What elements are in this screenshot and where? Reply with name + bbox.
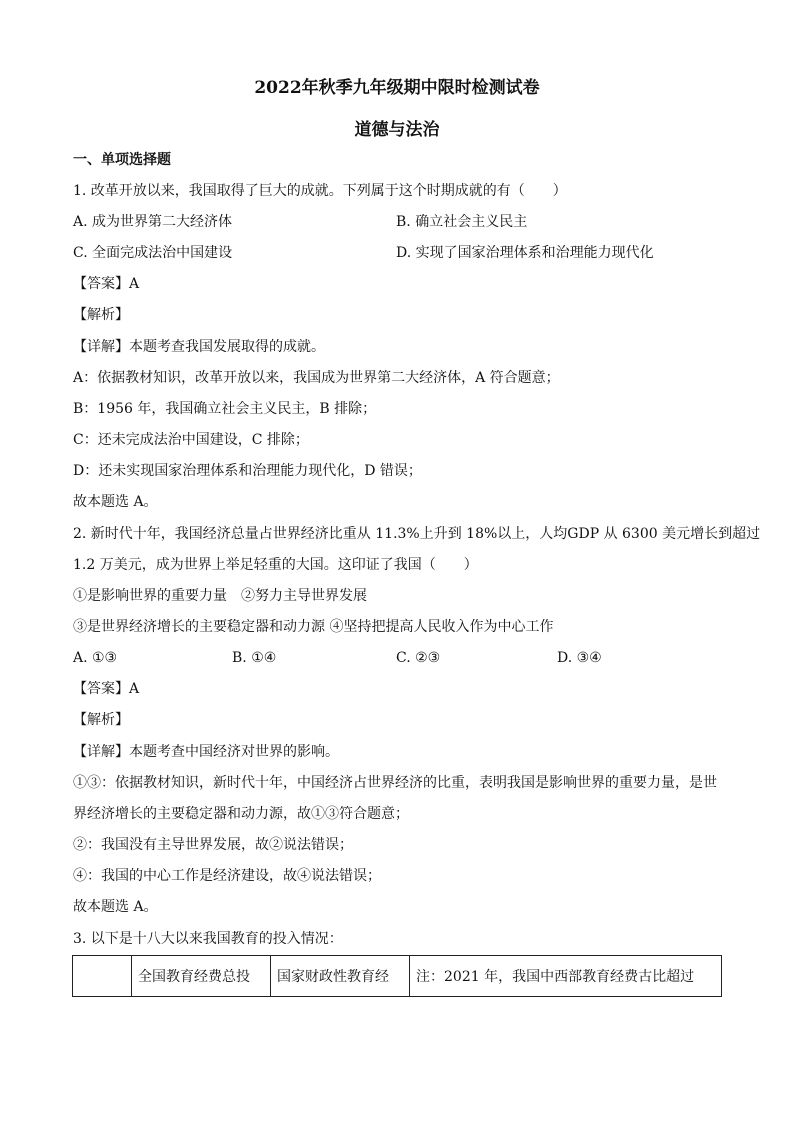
- exam-title: 2022年秋季九年级期中限时检测试卷: [254, 78, 540, 98]
- q1-analysis-line: B：1956 年，我国确立社会主义民主，B 排除；: [73, 401, 377, 417]
- table-cell: 全国教育经费总投: [132, 956, 271, 997]
- table-cell: 注：2021 年，我国中西部教育经费古比超过: [410, 956, 722, 997]
- q2-stem-line2: 1.2 万美元，成为世界上举足轻重的大国。这印证了我国（ ）: [73, 557, 478, 573]
- q1-option-d: D. 实现了国家治理体系和治理能力现代化: [396, 245, 654, 261]
- table-cell: 国家财政性教育经: [271, 956, 410, 997]
- q2-analysis-line: ④：我国的中心工作是经济建设，故④说法错误；: [73, 868, 381, 884]
- q1-conclusion: 故本题选 A。: [73, 494, 158, 510]
- section-heading: 一、单项选择题: [73, 152, 171, 168]
- q1-option-b: B. 确立社会主义民主: [396, 214, 528, 230]
- q2-option-a: A. ①③: [73, 650, 118, 666]
- q2-option-b: B. ①④: [232, 650, 277, 666]
- q2-option-c: C. ②③: [396, 650, 441, 666]
- table-cell: [73, 956, 132, 997]
- q2-detail: 【详解】本题考查中国经济对世界的影响。: [73, 744, 339, 760]
- q2-conclusion: 故本题选 A。: [73, 899, 158, 915]
- q1-option-a: A. 成为世界第二大经济体: [73, 214, 233, 230]
- q3-stem: 3. 以下是十八大以来我国教育的投入情况：: [73, 931, 343, 947]
- education-investment-table: [72, 955, 722, 997]
- q2-analysis-line: ②：我国没有主导世界发展，故②说法错误；: [73, 837, 353, 853]
- q2-analysis-label: 【解析】: [73, 712, 129, 728]
- q2-statement-line2: ③是世界经济增长的主要稳定器和动力源 ④坚持把提高人民收入作为中心工作: [73, 619, 554, 635]
- q1-analysis-label: 【解析】: [73, 307, 129, 323]
- q2-stem-line1: 2. 新时代十年，我国经济总量占世界经济比重从 11.3%上升到 18%以上，人均GDP 从 6300 美元增长到超过: [73, 526, 761, 542]
- q1-analysis-line: A：依据教材知识，改革开放以来，我国成为世界第二大经济体，A 符合题意；: [73, 370, 560, 386]
- q1-analysis-line: C：还未完成法治中国建设，C 排除；: [73, 432, 309, 448]
- q1-analysis-line: D：还未实现国家治理体系和治理能力现代化，D 错误；: [73, 463, 422, 479]
- q1-option-c: C. 全面完成法治中国建设: [73, 245, 233, 261]
- q2-analysis-line: 界经济增长的主要稳定器和动力源，故①③符合题意；: [73, 806, 409, 822]
- table-row: [73, 956, 722, 997]
- q1-stem: 1. 改革开放以来，我国取得了巨大的成就。下列属于这个时期成就的有（ ）: [73, 183, 567, 199]
- q2-option-d: D. ③④: [557, 650, 602, 666]
- q2-answer: 【答案】A: [73, 681, 140, 697]
- subject-title: 道德与法治: [354, 120, 440, 140]
- q1-detail: 【详解】本题考查我国发展取得的成就。: [73, 339, 325, 355]
- q1-answer: 【答案】A: [73, 276, 140, 292]
- q2-analysis-line: ①③：依据教材知识，新时代十年，中国经济占世界经济的比重，表明我国是影响世界的重要力量，是世: [73, 775, 717, 791]
- q2-statement-line1: ①是影响世界的重要力量 ②努力主导世界发展: [73, 588, 367, 604]
